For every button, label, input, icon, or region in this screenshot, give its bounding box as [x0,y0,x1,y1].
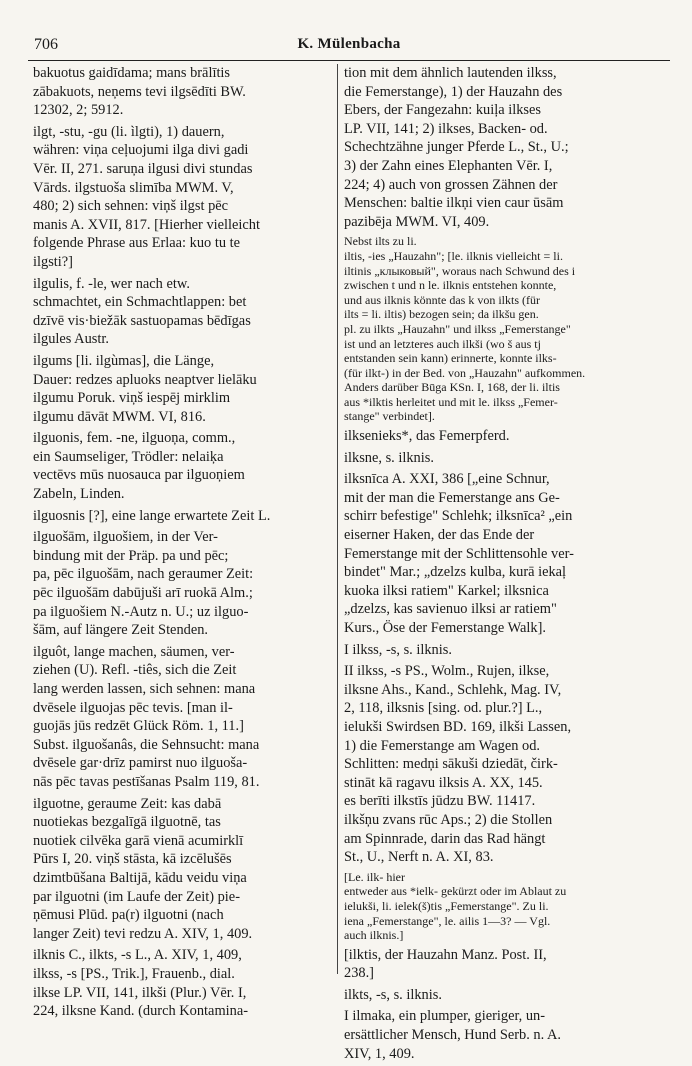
dictionary-entry [33,352,333,426]
entry-line: ilts = li. iltis) bezogen sein; da ilkšu gen. [344,307,539,322]
entry-line: XIV, 1, 409. [344,1045,415,1062]
entry-line: manis A. XVII, 817. [Hierher vielleicht [33,216,260,233]
entry-line: iena „Femerstange", le. ailis 1—3? — Vgl. [344,913,551,928]
entry-line: ersättlicher Mensch, Hund Serb. n. A. [344,1027,562,1044]
entry-line: St., U., Nerft n. A. XI, 83. [344,849,494,866]
entry-line: stināt kā ragavu ilksis A. XX, 145. [344,774,543,791]
right-column [344,64,662,1066]
dictionary-entry [344,641,662,660]
running-head: K. Mülenbacha [297,36,401,52]
entry-line: ilksne, s. ilknis. [344,449,434,466]
dictionary-entry [33,507,333,526]
dictionary-entry [344,946,662,983]
entry-line: entstanden sein kann) erinnerte, konnte ilks- [344,351,557,366]
dictionary-entry [344,1007,662,1063]
entry-line: ilgules Austr. [33,331,109,348]
entry-line: ilksne Ahs., Kand., Schlehk, Mag. IV, [344,681,562,698]
entry-line: kuoka ilksi ratiem" Karkel; ilksnica [344,582,549,599]
entry-line: Pūrs I, 20. viņš stāsta, kā izcēlušēs [33,851,232,868]
entry-line: dvēsele ilguojas pēc tevis. [man il- [33,699,233,716]
entry-line: stange" verbindet]. [344,409,435,424]
entry-line: Nebst ilts zu li. [344,234,417,249]
entry-line: ilksenieks*, das Femerpferd. [344,428,510,445]
dictionary-entry [344,470,662,637]
entry-line: ilgums [li. ilgùmas], die Länge, [33,352,215,369]
entry-line: par ilguotni (im Laufe der Zeit) pie- [33,888,240,905]
dictionary-entry [344,234,662,424]
dictionary-entry [344,449,662,468]
entry-line: ilguonis, fem. -ne, ilguoņa, comm., [33,430,236,447]
entry-line: iltinis „клыковый", woraus nach Schwund des i [344,263,576,278]
entry-line: ņēmusi Plūd. pa(r) ilguotni (nach [33,907,224,924]
entry-line: pa ilguošiem N.-Autz n. U.; uz ilguo- [33,603,249,620]
entry-line: I ilmaka, ein plumper, gieriger, un- [344,1008,546,1025]
entry-line: folgende Phrase aus Erlaa: kuo tu te [33,235,240,252]
entry-line: 480; 2) sich sehnen: viņš ilgst pēc [33,198,229,215]
entry-line: währen: viņa ceļuojumi ilga divi gadi [33,142,249,159]
entry-line: aus *ilktis herleitet und mit le. ilkss „Femer- [344,394,558,409]
entry-line: am Spinnrade, darin das Rad hängt [344,830,546,847]
entry-line: 2, 118, ilksnis [sing. od. plur.?] L., [344,700,543,717]
dictionary-entry [344,986,662,1005]
entry-line: pl. zu ilkts „Hauzahn" und ilkss „Femerstange" [344,321,571,336]
entry-line: šām, auf längere Zeit Stenden. [33,622,209,639]
entry-line: Kurs., Öse der Femerstange Walk]. [344,620,546,636]
entry-line: ielukši Swirdsen BD. 169, ilkši Lassen, [344,718,572,735]
entry-line: Vēr. II, 271. saruņa ilgusi divi stundas [33,160,253,177]
entry-line: tion mit dem ähnlich lautenden ilkss, [344,65,557,81]
entry-line: pa, pēc ilguošām, nach geraumer Zeit: [33,566,254,583]
entry-line: bindet" Mar.; „dzelzs kulba, kurā iekaļ [344,564,567,581]
entry-line: 238.] [344,965,374,982]
dictionary-entry [33,795,333,944]
page-number: 706 [34,36,58,53]
entry-line: dvēsele gar·drīz pamirst nuo ilguoša- [33,755,248,772]
dictionary-entry [33,643,333,792]
entry-line: ilgumu dāvāt MWM. VI, 816. [33,408,206,425]
entry-line: 224; 4) auch von grossen Zähnen der [344,176,558,193]
entry-line: LP. VII, 141; 2) ilkses, Backen- od. [344,120,548,137]
entry-line: [Le. ilk- hier [344,869,405,884]
entry-line: ein Saumseliger, Trödler: nelaiķa [33,448,224,465]
entry-line: iltis, -ies „Hauzahn"; [le. ilknis vielleicht = li. [344,248,563,263]
entry-line: Ebers, der Fangezahn: kuiļa ilkses [344,102,542,119]
entry-line: (für ilkt-) in der Bed. von „Hauzahn" aufkommen. [344,365,586,380]
entry-line: es berīti ilkstīs jūdzu BW. 11417. [344,793,536,810]
entry-line: nuotiek cilvēka garā vienā acumirklī [33,832,244,849]
entry-line: Menschen: baltie ilkņi vien caur ūsām [344,195,564,212]
dictionary-entry [344,427,662,446]
entry-line: ielukši, li. ielek(š)tis „Femerstange". Zu li. [344,898,549,913]
entry-line: nās pēc tavas pestīšanas Psalm 119, 81. [33,773,260,790]
entry-line: und aus ilknis könnte das k von ilkts (für [344,292,540,307]
entry-line: entweder aus *ielk- gekürzt oder im Ablaut zu [344,884,567,899]
entry-line: ilksnīca A. XXI, 386 [„eine Schnur, [344,471,550,488]
entry-line: ilkss, -s [PS., Trik.], Frauenb., dial. [33,965,235,982]
entry-line: die Femerstange), 1) der Hauzahn des [344,83,563,100]
entry-line: zābakuots, neņems tevi ilgsēdīti BW. [33,83,246,100]
entry-line: I ilkss, -s, s. ilknis. [344,641,452,658]
entry-line: langer Zeit) tevi redzu A. XIV, 1, 409. [33,925,253,942]
entry-line: Vārds. ilgstuoša slimība MWM. V, [33,179,234,196]
dictionary-entry [33,429,333,503]
entry-line: 3) der Zahn eines Elephanten Vēr. I, [344,157,553,174]
dictionary-entry [33,64,333,120]
entry-line: ilgt, -stu, -gu (li. ìlgti), 1) dauern, [33,123,225,140]
entry-line: Subst. ilguošanâs, die Sehnsucht: mana [33,736,260,753]
entry-line: ist und an letzteres auch ilkši (wo š aus tj [344,336,541,351]
entry-line: ilguošām, ilguošiem, in der Ver- [33,529,218,546]
entry-line: 224, ilksne Kand. (durch Kontamina- [33,1003,249,1020]
entry-line: bakuotus gaidīdama; mans brālītis [33,65,231,81]
entry-line: Schechtzähne junger Pferde L., St., U.; [344,139,569,156]
entry-line: dzimtbūšana Baltijā, kādu veidu viņa [33,869,247,886]
left-column [33,64,333,1024]
entry-line: Dauer: redzes apluoks neaptver lielāku [33,371,257,388]
entry-line: vectēvs mūs nuosauca par ilguoņiem [33,467,245,484]
entry-line: mit der man die Femerstange ans Ge- [344,489,560,506]
column-divider [337,64,338,974]
entry-line: lang werden lassen, sich sehnen: mana [33,681,256,697]
entry-line: [ilktis, der Hauzahn Manz. Post. II, [344,946,547,963]
entry-line: ilknis C., ilkts, -s L., A. XIV, 1, 409, [33,947,242,964]
entry-line: 1) die Femerstange am Wagen od. [344,737,540,754]
dictionary-entry [33,946,333,1020]
dictionary-entry [344,870,662,943]
entry-line: Femerstange mit der Schlittensohle ver- [344,545,574,562]
entry-line: 12302, 2; 5912. [33,102,124,119]
entry-line: ziehen (U). Refl. -tiês, sich die Zeit [33,662,237,679]
entry-line: Schlitten: medņi sākuši dziedāt, čirk- [344,756,558,773]
dictionary-entry [33,123,333,272]
entry-line: ilgsti?] [33,253,73,270]
entry-line: pēc ilguošām dabūjuši arī ruokā Alm.; [33,585,253,602]
dictionary-entry [33,528,333,640]
entry-line: nuotiekas bezgalīgā ilguotnē, tas [33,814,221,831]
entry-line: ilgumu Poruk. viņš iespēj mirklim [33,390,231,407]
entry-line: dzīvē vis·biežāk sastuopamas bēdīgas [33,312,251,329]
entry-line: II ilkss, -s PS., Wolm., Rujen, ilkse, [344,663,550,680]
entry-line: ilkšņu zvans rūc Aps.; 2) die Stollen [344,811,553,828]
entry-line: schirr befestige" Schlehk; ilksnīca² „ein [344,508,573,525]
page-header [28,36,670,61]
entry-line: ilguosnis [?], eine lange erwartete Zeit L. [33,507,271,524]
entry-line: bindung mit der Präp. pa und pēc; [33,547,229,564]
entry-line: Zabeln, Linden. [33,486,125,503]
entry-line: Anders darüber Būga KSn. I, 168, der li. iltis [344,380,560,395]
dictionary-entry [344,64,662,231]
entry-line: auch ilknis.] [344,928,404,943]
dictionary-entry [33,275,333,349]
entry-line: ilguotne, geraume Zeit: kas dabā [33,795,222,812]
entry-line: schmachtet, ein Schmachtlappen: bet [33,294,247,311]
entry-line: ilgulis, f. -le, wer nach etw. [33,275,190,292]
dictionary-entry [344,662,662,867]
entry-line: ilkts, -s, s. ilknis. [344,986,442,1003]
entry-line: ilguôt, lange machen, säumen, ver- [33,643,235,660]
entry-line: pazibēja MWM. VI, 409. [344,213,490,230]
entry-line: guojās jūs redzēt Glück Röm. 1, 11.] [33,718,244,735]
entry-line: „dzelzs, kas savienuo ilksi ar ratiem" [344,601,557,618]
entry-line: eiserner Haken, der das Ende der [344,527,535,544]
entry-line: ilkse LP. VII, 141, ilkši (Plur.) Vēr. I, [33,984,247,1001]
entry-line: zwischen t und n le. ilknis entstehen konnte, [344,278,557,293]
